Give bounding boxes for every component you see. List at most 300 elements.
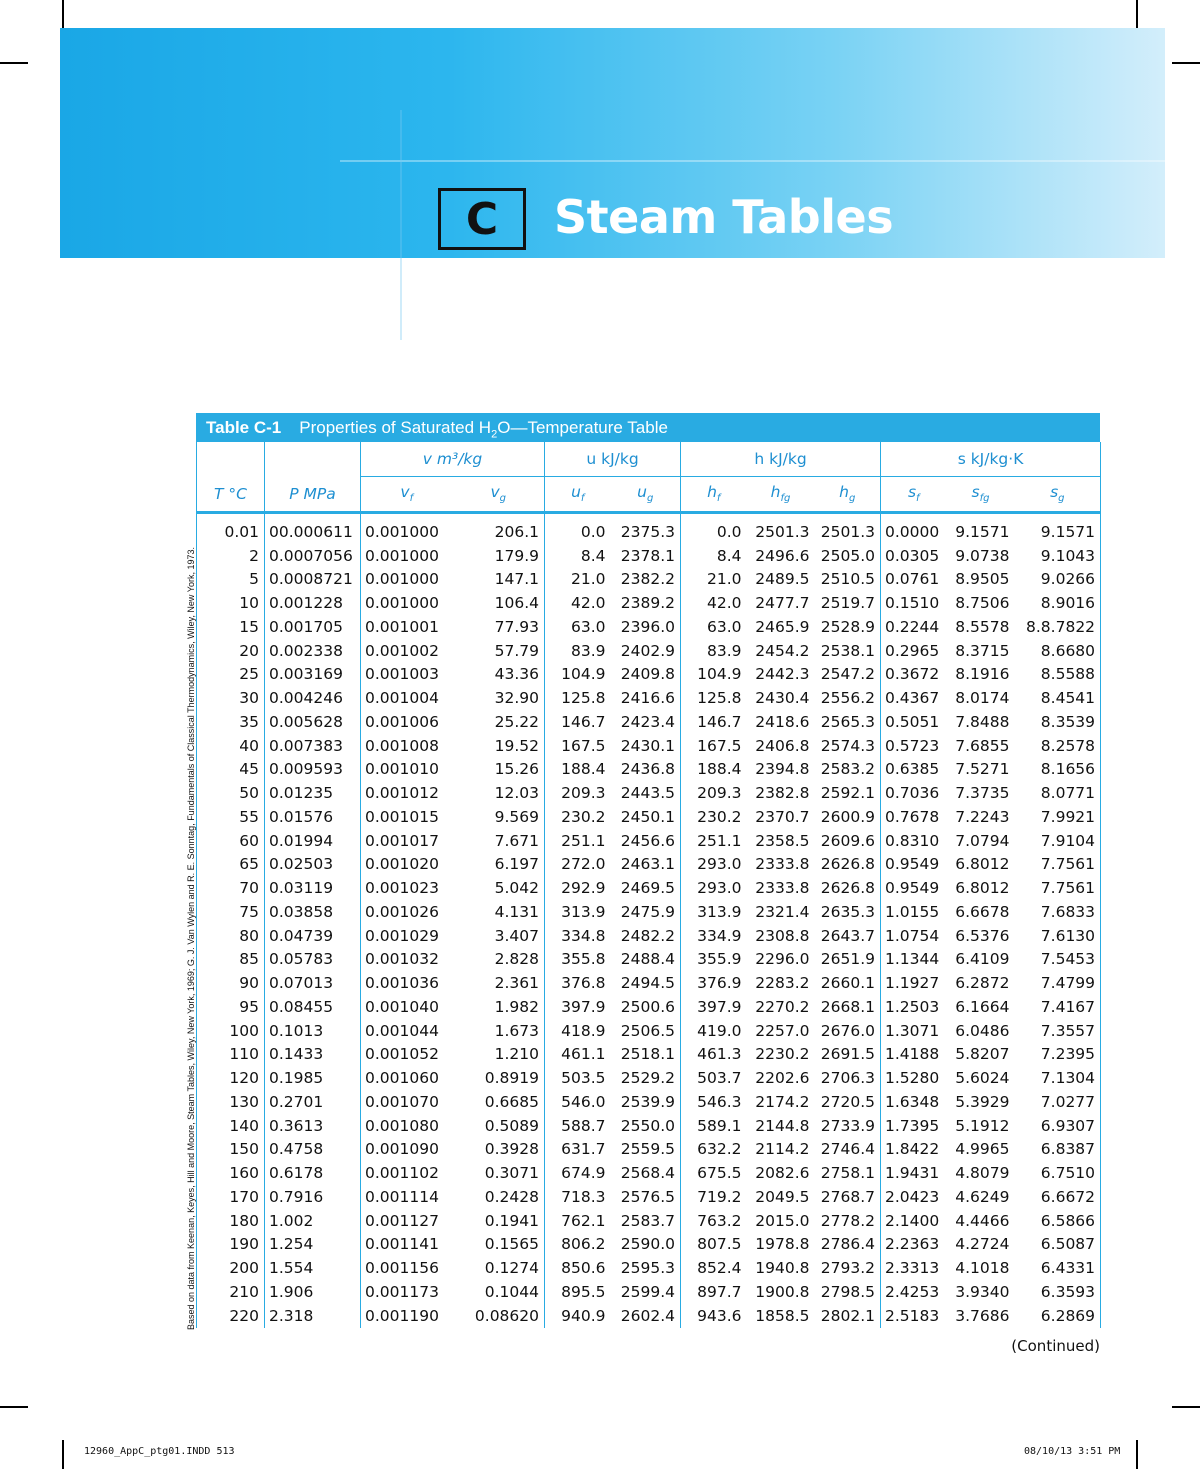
table-cell: 4.9965 <box>955 1140 1010 1159</box>
table-cell: 0.3928 <box>453 1138 545 1162</box>
crop-mark <box>1172 62 1200 64</box>
table-cell: 4.1018 <box>955 1259 1010 1278</box>
table-cell: 503.5 <box>561 1069 606 1088</box>
table-cell: 90 <box>197 971 265 995</box>
table-cell: 32.90 <box>453 686 545 710</box>
table-cell: 2505.0 <box>815 544 881 568</box>
table-cell: 80 <box>197 924 265 948</box>
table-cell: 0.001020 <box>365 855 439 874</box>
table-cell: 4.8079 <box>955 1164 1010 1183</box>
table-cell: 2802.1 <box>815 1304 881 1328</box>
table-cell: 0.0 <box>580 522 606 541</box>
table-cell: 8.5588 <box>1015 663 1101 687</box>
steam-table <box>196 442 1101 1328</box>
table-cell: 2394.8 <box>755 760 810 779</box>
table-cell: 5.1912 <box>955 1116 1010 1135</box>
table-cell: 0.001090 <box>365 1140 439 1159</box>
footer-timestamp: 08/10/13 3:51 PM <box>1024 1446 1121 1457</box>
table-cell: 0.001102 <box>365 1164 439 1183</box>
table-cell: 7.5453 <box>1015 948 1101 972</box>
table-cell: 19.52 <box>453 734 545 758</box>
table-cell: 0.3672 <box>885 665 940 684</box>
table-cell: 2.828 <box>453 948 545 972</box>
table-cell: 4.2724 <box>955 1235 1010 1254</box>
table-cell: 0.0 <box>716 522 742 541</box>
table-cell: 2257.0 <box>755 1021 810 1040</box>
table-cell: 1.1927 <box>885 974 940 993</box>
table-cell: 2494.5 <box>611 971 681 995</box>
table-cell: 0.01235 <box>265 781 361 805</box>
table-cell: 2230.2 <box>755 1045 810 1064</box>
table-cell: 2443.5 <box>611 781 681 805</box>
table-cell: 9.569 <box>453 805 545 829</box>
table-cell: 40 <box>197 734 265 758</box>
table-cell: 7.4799 <box>1015 971 1101 995</box>
table-row <box>197 686 1101 710</box>
table-cell: 2333.8 <box>755 855 810 874</box>
table-cell: 943.6 <box>697 1306 742 1325</box>
table-cell: 2691.5 <box>815 1043 881 1067</box>
table-cell: 190 <box>197 1233 265 1257</box>
table-cell: 2375.3 <box>611 513 681 544</box>
table-cell: 2442.3 <box>755 665 810 684</box>
table-cell: 21.0 <box>571 570 606 589</box>
table-cell: 2389.2 <box>611 591 681 615</box>
table-cell: 0.003169 <box>265 663 361 687</box>
table-cell: 2556.2 <box>815 686 881 710</box>
column-header: $h_f$ <box>681 477 747 513</box>
column-header: T °C <box>197 477 265 513</box>
table-cell: 2635.3 <box>815 900 881 924</box>
table-cell: 2519.7 <box>815 591 881 615</box>
table-cell: 2436.8 <box>611 758 681 782</box>
table-cell: 0.001060 <box>365 1069 439 1088</box>
table-cell: 2082.6 <box>755 1164 810 1183</box>
table-cell: 2547.2 <box>815 663 881 687</box>
table-cell: 2283.2 <box>755 974 810 993</box>
table-cell: 0.7036 <box>885 784 940 803</box>
table-row <box>197 615 1101 639</box>
table-cell: 0.001127 <box>365 1211 439 1230</box>
table-cell: 1.1344 <box>885 950 940 969</box>
table-cell: 0.03119 <box>265 876 361 900</box>
table-cell: 0.1044 <box>453 1280 545 1304</box>
table-cell: 2576.5 <box>611 1185 681 1209</box>
table-row <box>197 568 1101 592</box>
table-cell: 675.5 <box>697 1164 742 1183</box>
group-v: v m³/kg <box>361 442 545 477</box>
table-cell: 2488.4 <box>611 948 681 972</box>
table-cell: 632.2 <box>697 1140 742 1159</box>
table-cell: 00.000611 <box>265 513 361 544</box>
table-cell: 8.4 <box>716 546 742 565</box>
table-cell: 1978.8 <box>755 1235 810 1254</box>
table-cell: 2510.5 <box>815 568 881 592</box>
table-row <box>197 1019 1101 1043</box>
table-cell: 7.2395 <box>1015 1043 1101 1067</box>
table-cell: 2668.1 <box>815 995 881 1019</box>
table-cell: 0.7678 <box>885 807 940 826</box>
column-header: $s_f$ <box>881 477 947 513</box>
table-row <box>197 1280 1101 1304</box>
table-cell: 0.0000 <box>885 522 940 541</box>
header-blank <box>197 442 265 477</box>
table-cell: 230.2 <box>561 807 606 826</box>
table-cell: 0.001026 <box>365 902 439 921</box>
table-cell: 2333.8 <box>755 879 810 898</box>
table-cell: 8.0174 <box>955 689 1010 708</box>
table-cell: 762.1 <box>561 1211 606 1230</box>
table-cell: 2 <box>197 544 265 568</box>
table-cell: 1940.8 <box>755 1259 810 1278</box>
table-cell: 6.5866 <box>1015 1209 1101 1233</box>
table-cell: 2568.4 <box>611 1161 681 1185</box>
table-row <box>197 663 1101 687</box>
table-cell: 419.0 <box>697 1021 742 1040</box>
table-cell: 7.0794 <box>955 831 1010 850</box>
table-cell: 6.6678 <box>955 902 1010 921</box>
table-cell: 150 <box>197 1138 265 1162</box>
table-cell: 0.0008721 <box>265 568 361 592</box>
table-cell: 0.001029 <box>365 926 439 945</box>
table-cell: 75 <box>197 900 265 924</box>
table-cell: 160 <box>197 1161 265 1185</box>
table-cell: 0.9549 <box>885 879 940 898</box>
table-cell: 2402.9 <box>611 639 681 663</box>
table-cell: 8.3715 <box>955 641 1010 660</box>
table-cell: 2720.5 <box>815 1090 881 1114</box>
table-cell: 2296.0 <box>755 950 810 969</box>
table-cell: 0.01576 <box>265 805 361 829</box>
table-cell: 83.9 <box>571 641 606 660</box>
table-cell: 1.4188 <box>885 1045 940 1064</box>
table-cell: 2538.1 <box>815 639 881 663</box>
table-cell: 2270.2 <box>755 997 810 1016</box>
table-row <box>197 544 1101 568</box>
crop-mark <box>62 1440 64 1469</box>
table-cell: 45 <box>197 758 265 782</box>
table-cell: 0.01 <box>197 513 265 544</box>
table-cell: 0.001010 <box>365 760 439 779</box>
table-cell: 65 <box>197 853 265 877</box>
table-cell: 2382.8 <box>755 784 810 803</box>
table-cell: 2778.2 <box>815 1209 881 1233</box>
table-cell: 251.1 <box>561 831 606 850</box>
table-cell: 2114.2 <box>755 1140 810 1159</box>
table-cell: 503.7 <box>697 1069 742 1088</box>
table-cell: 1.002 <box>265 1209 361 1233</box>
table-cell: 2550.0 <box>611 1114 681 1138</box>
table-cell: 7.8488 <box>955 712 1010 731</box>
table-cell: 85 <box>197 948 265 972</box>
table-cell: 188.4 <box>561 760 606 779</box>
table-row <box>197 900 1101 924</box>
table-cell: 0.0007056 <box>265 544 361 568</box>
table-cell: 6.4331 <box>1015 1256 1101 1280</box>
table-row <box>197 710 1101 734</box>
table-cell: 251.1 <box>697 831 742 850</box>
table-cell: 2758.1 <box>815 1161 881 1185</box>
table-cell: 0.005628 <box>265 710 361 734</box>
table-cell: 170 <box>197 1185 265 1209</box>
table-cell: 0.001004 <box>365 689 439 708</box>
table-cell: 718.3 <box>561 1187 606 1206</box>
table-cell: 15.26 <box>453 758 545 782</box>
table-row <box>197 853 1101 877</box>
table-cell: 2.4253 <box>885 1282 940 1301</box>
table-cell: 5.3929 <box>955 1092 1010 1111</box>
table-cell: 2406.8 <box>755 736 810 755</box>
table-cell: 5.6024 <box>955 1069 1010 1088</box>
table-cell: 6.3593 <box>1015 1280 1101 1304</box>
column-header: P MPa <box>265 477 361 513</box>
table-cell: 9.1043 <box>1015 544 1101 568</box>
table-cell: 293.0 <box>697 879 742 898</box>
table-cell: 546.3 <box>697 1092 742 1111</box>
table-cell: 9.0738 <box>955 546 1010 565</box>
column-header: $s_{fg}$ <box>947 477 1015 513</box>
table-cell: 209.3 <box>561 784 606 803</box>
crop-mark <box>1172 1406 1200 1408</box>
table-cell: 4.4466 <box>955 1211 1010 1230</box>
table-cell: 0.05783 <box>265 948 361 972</box>
table-cell: 0.6178 <box>265 1161 361 1185</box>
table-cell: 2.5183 <box>885 1306 940 1325</box>
table-cell: 2518.1 <box>611 1043 681 1067</box>
table-cell: 60 <box>197 829 265 853</box>
table-cell: 2144.8 <box>755 1116 810 1135</box>
header-blank <box>265 442 361 477</box>
table-cell: 2489.5 <box>755 570 810 589</box>
table-cell: 206.1 <box>453 513 545 544</box>
table-cell: 897.7 <box>697 1282 742 1301</box>
chapter-title: Steam Tables <box>554 190 894 244</box>
table-cell: 6.8012 <box>955 855 1010 874</box>
table-cell: 2600.9 <box>815 805 881 829</box>
table-row <box>197 639 1101 663</box>
table-cell: 2500.6 <box>611 995 681 1019</box>
table-cell: 7.6855 <box>955 736 1010 755</box>
table-cell: 200 <box>197 1256 265 1280</box>
table-cell: 0.2701 <box>265 1090 361 1114</box>
table-cell: 2370.7 <box>755 807 810 826</box>
crop-mark <box>0 62 28 64</box>
table-cell: 7.9104 <box>1015 829 1101 853</box>
table-cell: 167.5 <box>697 736 742 755</box>
table-cell: 2590.0 <box>611 1233 681 1257</box>
table-row <box>197 876 1101 900</box>
table-caption: Properties of Saturated $H_2O—Temperature$ Table <box>299 418 668 441</box>
table-cell: 7.3735 <box>955 784 1010 803</box>
table-cell: 2430.4 <box>755 689 810 708</box>
table-row <box>197 734 1101 758</box>
table-cell: 8.4 <box>580 546 606 565</box>
table-cell: 1.210 <box>453 1043 545 1067</box>
table-cell: 2396.0 <box>611 615 681 639</box>
table-cell: 1.2503 <box>885 997 940 1016</box>
table-cell: 6.0486 <box>955 1021 1010 1040</box>
table-cell: 334.9 <box>697 926 742 945</box>
table-cell: 5.8207 <box>955 1045 1010 1064</box>
table-cell: 0.5723 <box>885 736 940 755</box>
column-header: $h_g$ <box>815 477 881 513</box>
table-cell: 7.6130 <box>1015 924 1101 948</box>
table-cell: 8.1916 <box>955 665 1010 684</box>
table-cell: 146.7 <box>561 712 606 731</box>
table-cell: 2015.0 <box>755 1211 810 1230</box>
table-cell: 589.1 <box>697 1116 742 1135</box>
table-cell: 8.3539 <box>1015 710 1101 734</box>
table-cell: 7.5271 <box>955 760 1010 779</box>
table-row <box>197 1066 1101 1090</box>
table-cell: 546.0 <box>561 1092 606 1111</box>
table-cell: 0.001032 <box>365 950 439 969</box>
table-cell: 25 <box>197 663 265 687</box>
table-row <box>197 805 1101 829</box>
table-cell: 8.6680 <box>1015 639 1101 663</box>
table-cell: 9.1571 <box>955 522 1010 541</box>
group-header-row <box>197 442 1101 477</box>
table-cell: 2529.2 <box>611 1066 681 1090</box>
table-cell: 147.1 <box>453 568 545 592</box>
table-cell: 104.9 <box>561 665 606 684</box>
table-cell: 1.906 <box>265 1280 361 1304</box>
table-row <box>197 758 1101 782</box>
table-cell: 2416.6 <box>611 686 681 710</box>
continued-label: (Continued) <box>1011 1337 1100 1355</box>
table-cell: 2475.9 <box>611 900 681 924</box>
table-cell: 6.2872 <box>955 974 1010 993</box>
table-cell: 2786.4 <box>815 1233 881 1257</box>
table-cell: 63.0 <box>571 617 606 636</box>
table-cell: 0.1941 <box>453 1209 545 1233</box>
table-cell: 292.9 <box>561 879 606 898</box>
table-cell: 1858.5 <box>755 1306 810 1325</box>
table-cell: 8.7506 <box>955 594 1010 613</box>
table-cell: 7.1304 <box>1015 1066 1101 1090</box>
table-title <box>196 413 1100 442</box>
group-u: u kJ/kg <box>545 442 681 477</box>
table-cell: 0.6385 <box>885 760 940 779</box>
table-cell: 6.1664 <box>955 997 1010 1016</box>
table-cell: 0.2244 <box>885 617 940 636</box>
table-row <box>197 948 1101 972</box>
table-cell: 293.0 <box>697 855 742 874</box>
table-cell: 7.9921 <box>1015 805 1101 829</box>
table-cell: 3.407 <box>453 924 545 948</box>
table-row <box>197 995 1101 1019</box>
table-row <box>197 1256 1101 1280</box>
table-row <box>197 781 1101 805</box>
table-cell: 2174.2 <box>755 1092 810 1111</box>
table-cell: 8.1656 <box>1015 758 1101 782</box>
table-cell: 0.4367 <box>885 689 940 708</box>
table-cell: 313.9 <box>697 902 742 921</box>
table-cell: 0.01994 <box>265 829 361 853</box>
table-cell: 0.001003 <box>365 665 439 684</box>
table-cell: 2733.9 <box>815 1114 881 1138</box>
table-cell: 42.0 <box>571 594 606 613</box>
table-cell: 0.9549 <box>885 855 940 874</box>
table-cell: 852.4 <box>697 1259 742 1278</box>
table-cell: 7.7561 <box>1015 876 1101 900</box>
table-row <box>197 591 1101 615</box>
table-cell: 0.8919 <box>453 1066 545 1090</box>
crop-mark <box>62 0 64 28</box>
table-cell: 2450.1 <box>611 805 681 829</box>
table-row <box>197 1138 1101 1162</box>
table-cell: 2559.5 <box>611 1138 681 1162</box>
table-cell: 7.0277 <box>1015 1090 1101 1114</box>
table-cell: 25.22 <box>453 710 545 734</box>
table-cell: 8.8.7822 <box>1015 615 1101 639</box>
table-cell: 2626.8 <box>815 876 881 900</box>
crop-mark <box>1136 0 1138 28</box>
table-cell: 110 <box>197 1043 265 1067</box>
table-cell: 6.5087 <box>1015 1233 1101 1257</box>
table-cell: 6.8012 <box>955 879 1010 898</box>
table-cell: 0.0761 <box>885 570 940 589</box>
table-cell: 0.07013 <box>265 971 361 995</box>
table-cell: 0.001000 <box>365 522 439 541</box>
table-cell: 2049.5 <box>755 1187 810 1206</box>
table-cell: 1.9431 <box>885 1164 940 1183</box>
table-cell: 8.5578 <box>955 617 1010 636</box>
table-cell: 334.8 <box>561 926 606 945</box>
table-cell: 2798.5 <box>815 1280 881 1304</box>
table-cell: 7.7561 <box>1015 853 1101 877</box>
table-cell: 0.03858 <box>265 900 361 924</box>
group-h: h kJ/kg <box>681 442 881 477</box>
table-cell: 0.1565 <box>453 1233 545 1257</box>
table-cell: 209.3 <box>697 784 742 803</box>
table-cell: 55 <box>197 805 265 829</box>
table-cell: 272.0 <box>561 855 606 874</box>
table-cell: 0.5051 <box>885 712 940 731</box>
table-cell: 6.8387 <box>1015 1138 1101 1162</box>
table-cell: 397.9 <box>697 997 742 1016</box>
table-cell: 806.2 <box>561 1235 606 1254</box>
table-cell: 230.2 <box>697 807 742 826</box>
table-cell: 313.9 <box>561 902 606 921</box>
table-cell: 2592.1 <box>815 781 881 805</box>
table-cell: 0.001000 <box>365 570 439 589</box>
table-cell: 2506.5 <box>611 1019 681 1043</box>
table-cell: 2501.3 <box>815 513 881 544</box>
table-cell: 418.9 <box>561 1021 606 1040</box>
table-cell: 0.001015 <box>365 807 439 826</box>
table-row <box>197 1185 1101 1209</box>
table-cell: 895.5 <box>561 1282 606 1301</box>
table-cell: 1.254 <box>265 1233 361 1257</box>
table-cell: 6.197 <box>453 853 545 877</box>
table-cell: 2477.7 <box>755 594 810 613</box>
table-cell: 5 <box>197 568 265 592</box>
table-cell: 2626.8 <box>815 853 881 877</box>
table-cell: 2599.4 <box>611 1280 681 1304</box>
table-cell: 6.9307 <box>1015 1114 1101 1138</box>
table-cell: 0.08620 <box>453 1304 545 1328</box>
table-body <box>197 513 1101 1328</box>
group-s: s kJ/kg·K <box>881 442 1101 477</box>
table-cell: 2609.6 <box>815 829 881 853</box>
table-cell: 2382.2 <box>611 568 681 592</box>
table-cell: 8.9505 <box>955 570 1010 589</box>
table-cell: 8.2578 <box>1015 734 1101 758</box>
table-cell: 0.1274 <box>453 1256 545 1280</box>
table-cell: 0.001114 <box>365 1187 439 1206</box>
table-cell: 70 <box>197 876 265 900</box>
